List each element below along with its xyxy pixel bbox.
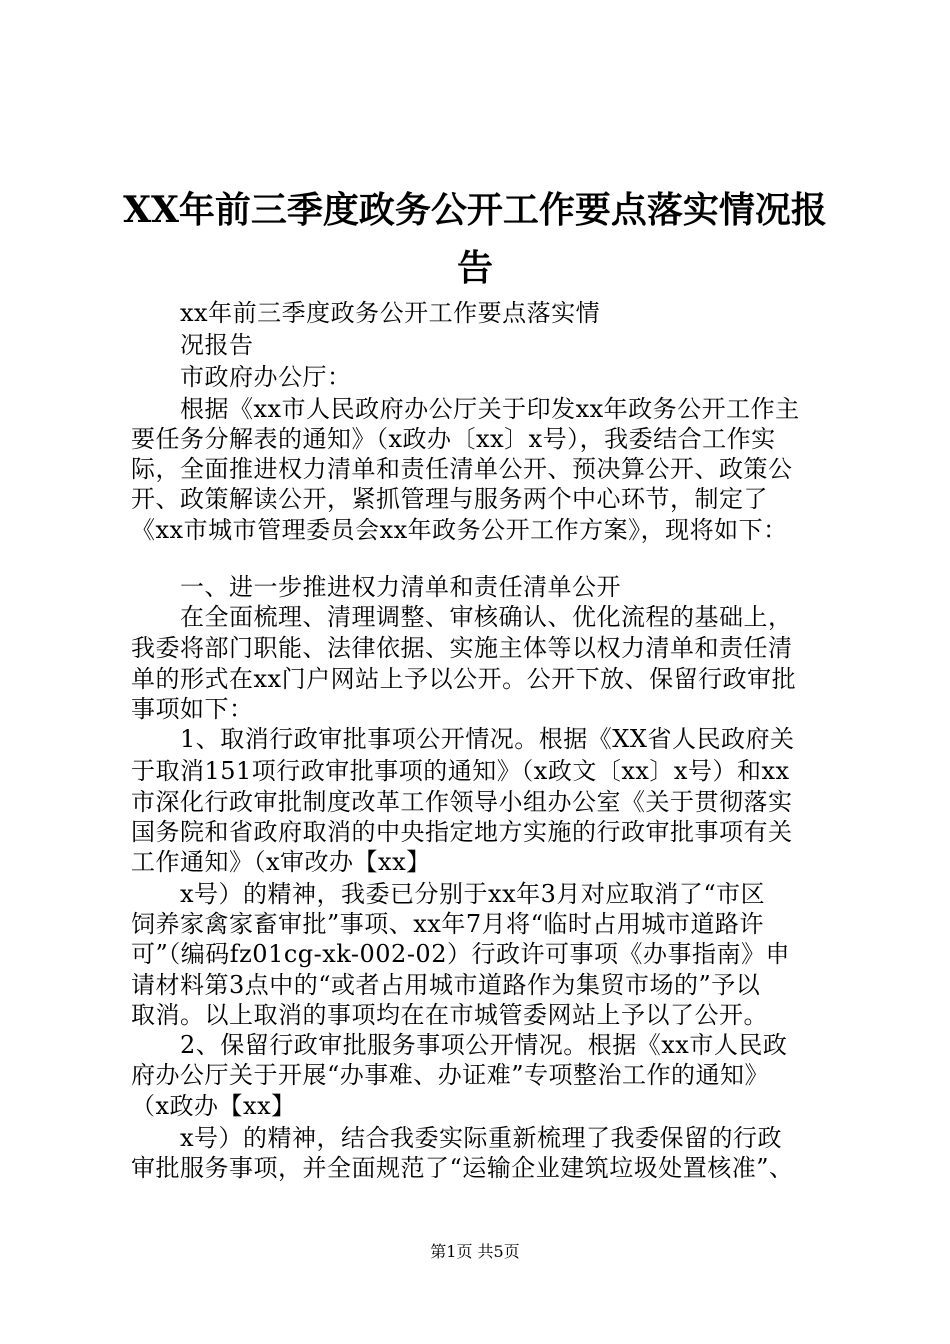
body-line: （x政办【xx】 — [131, 1092, 296, 1120]
body-line: 请材料第3点中的“或者占用城市道路作为集贸市场的”予以 — [131, 971, 761, 999]
body-line: 市深化行政审批制度改革工作领导小组办公室《关于贯彻落实 — [131, 788, 793, 816]
body-line: 1、取消行政审批事项公开情况。根据《XX省人民政府关 — [180, 725, 795, 753]
document-title-line-2: 告 — [456, 247, 493, 289]
body-line: 于取消151项行政审批事项的通知》（x政文〔xx〕x号）和xx — [131, 757, 790, 785]
body-line: 府办公厅关于开展“办事难、办证难”专项整治工作的通知》 — [131, 1061, 770, 1089]
page-number: 第1页 共5页 — [430, 1242, 520, 1261]
body-line: 开、政策解读公开，紧抓管理与服务两个中心环节，制定了 — [131, 485, 768, 513]
body-line: 《xx市城市管理委员会xx年政务公开工作方案》，现将如下： — [131, 516, 788, 544]
body-line: 我委将部门职能、法律依据、实施主体等以权力清单和责任清 — [131, 634, 793, 662]
body-line: x号）的精神，结合我委实际重新梳理了我委保留的行政 — [180, 1124, 783, 1152]
salutation: 市政府办公厅： — [180, 363, 352, 391]
body-line: 际，全面推进权力清单和责任清单公开、预决算公开、政策公 — [131, 455, 793, 483]
section-heading: 一、进一步推进权力清单和责任清单公开 — [180, 573, 621, 601]
body-line: 取消。以上取消的事项均在在市城管委网站上予以了公开。 — [131, 1001, 768, 1029]
body-line: 事项如下： — [131, 695, 254, 723]
document-title-line-1: XX年前三季度政务公开工作要点落实情况报 — [123, 189, 827, 231]
body-line: 单的形式在xx门户网站上予以公开。公开下放、保留行政审批 — [131, 665, 797, 693]
body-line: 审批服务事项，并全面规范了“运输企业建筑垃圾处置核准”、 — [131, 1154, 794, 1182]
body-line: 可”（编码fz01cg-xk-002-02）行政许可事项《办事指南》申 — [131, 940, 790, 968]
body-line: 根据《xx市人民政府办公厅关于印发xx年政务公开工作主 — [180, 395, 800, 423]
body-line: 国务院和省政府取消的中央指定地方实施的行政审批事项有关 — [131, 818, 793, 846]
body-line: 饲养家禽家畜审批”事项、xx年7月将“临时占用城市道路许 — [131, 910, 764, 938]
body-line: 在全面梳理、清理调整、审核确认、优化流程的基础上， — [180, 603, 793, 631]
body-line: 2、保留行政审批服务事项公开情况。根据《xx市人民政 — [180, 1031, 788, 1059]
body-line: 要任务分解表的通知》（x政办〔xx〕x号），我委结合工作实 — [131, 425, 776, 453]
subtitle-line-2: 况报告 — [180, 331, 254, 359]
subtitle-line-1: xx年前三季度政务公开工作要点落实情 — [180, 299, 601, 327]
body-line: 工作通知》（x审改办【xx】 — [131, 848, 431, 876]
body-line: x号）的精神，我委已分别于xx年3月对应取消了“市区 — [180, 880, 766, 908]
